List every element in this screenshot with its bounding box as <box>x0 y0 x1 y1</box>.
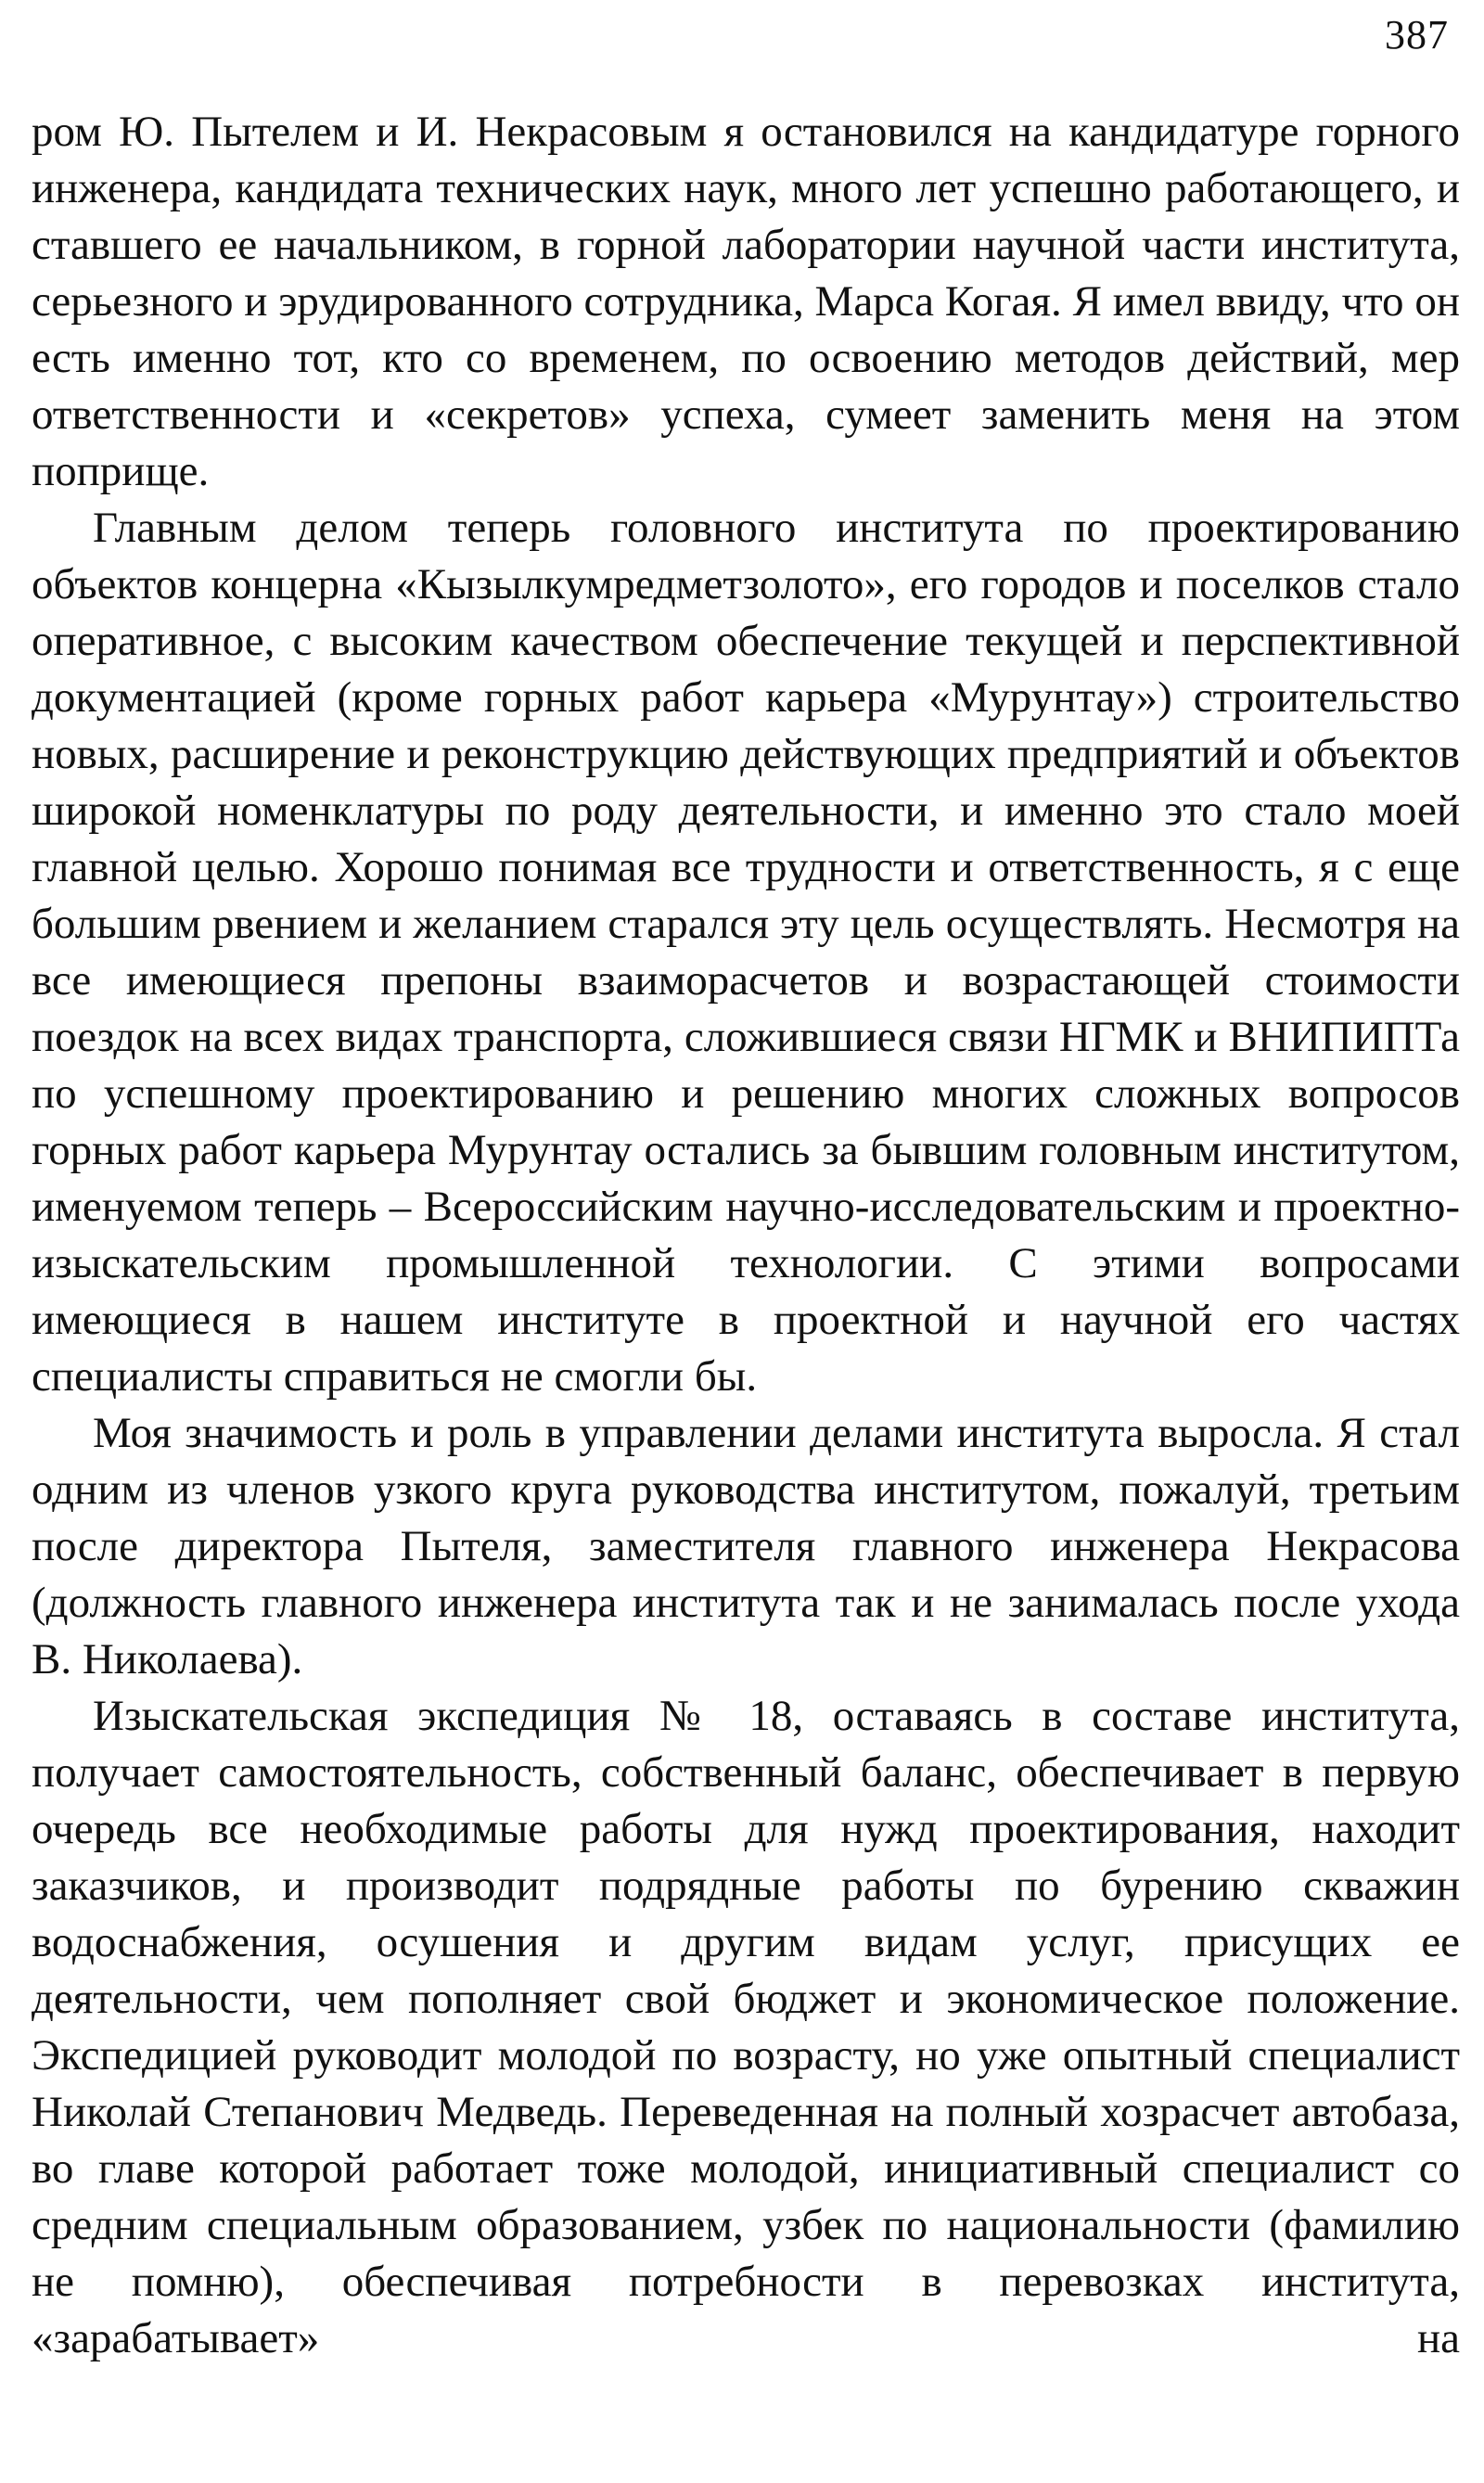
paragraph-role: Моя значимость и роль в управлении делами института выросла. Я стал одним из членов узкого круга руководства институтом, пожалуй, третьим после директора Пытеля, заместителя главного инженера Некрасова (должность главного инженера института так и не занималась после ухода В. Николаева). <box>32 1409 1460 1683</box>
paragraph-main-task: Главным делом теперь головного института по проектированию объектов концерна «Кызылкумредметзолото», его городов и поселков стало оперативное, с высоким качеством обеспечение текущей и перспективной документацией (кроме горных работ карьера «Мурунтау») строительство новых, расширение и реконструкцию действующих предприятий и объектов широкой номенклатуры по роду деятельности, и именно это стало моей главной целью. Хорошо понимая все трудности и ответственность, я с еще большим рвением и желанием старался эту цель осуществлять. Несмотря на все имеющиеся препоны взаиморасчетов и возрастающей стоимости поездок на всех видах транспорта, сложившиеся связи НГМК и ВНИПИПТа по успешному проектированию и решению многих сложных вопросов горных работ карьера Мурунтау остались за бывшим головным институтом, именуемом теперь – Всероссийским научно-исследовательским и проектно-изыскательским промышленной технологии. С этими вопросами имеющиеся в нашем институте в проектной и научной его частях специалисты справиться не смогли бы. <box>32 504 1460 1401</box>
page-number: 387 <box>1385 12 1449 58</box>
paragraph-expedition: Изыскательская экспедиция № 18, оставаясь в составе института, получает самостоятельность, собственный баланс, обеспечивает в первую очередь все необходимые работы для нужд проектирования, находит заказчиков, и производит подрядные работы по бурению скважин водоснабжения, осушения и другим видам услуг, присущих ее деятельности, чем пополняет свой бюджет и экономическое положение. Экспедицией руководит молодой по возрасту, но уже опытный специалист Николай Степанович Медведь. Переведенная на полный хозрасчет автобаза, во главе которой работает тоже молодой, инициативный специалист со средним специальным образованием, узбек по национальности (фамилию не помню), обеспечивая потребности в перевозках института, «зарабатывает» на <box>32 1692 1460 2362</box>
body-text <box>32 104 1460 2367</box>
paragraph-continuation: ром Ю. Пытелем и И. Некрасовым я остановился на кандидатуре горного инженера, кандидата технических наук, много лет успешно работающего, и ставшего ее начальником, в горной лаборатории научной части института, серьезного и эрудированного сотрудника, Марса Когая. Я имел ввиду, что он есть именно тот, кто со временем, по освоению методов действий, мер ответственности и «секретов» успеха, сумеет заменить меня на этом поприще. <box>32 108 1460 495</box>
